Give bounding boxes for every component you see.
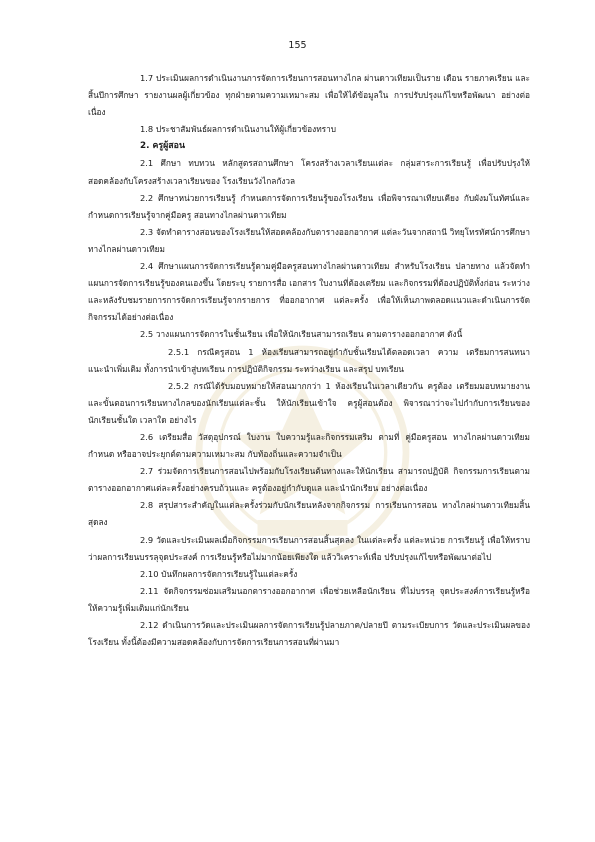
- document-body: [88, 70, 530, 651]
- paragraph-2-8: 2.8 สรุปสาระสำคัญในแต่ละครั้งร่วมกับนักเรียนหลังจากกิจกรรม การเรียนการสอน ทางไกลผ่านดาวเทียมสิ้นสุดลง: [88, 500, 530, 528]
- paragraph-2-9: 2.9 วัดและประเมินผลเมื่อกิจกรรมการเรียนการสอนสิ้นสุดลง ในแต่ละครั้ง แต่ละหน่วย การเรียนรู้ เพื่อให้ทราบว่าผลการเรียนบรรลุจุดประสงค์ การเรียนรู้หรือไม่มากน้อยเพียงใด แล้ววิเคราะห์เพื่อ ปรับปรุงแก้ไขหรือพัฒนาต่อไป: [88, 534, 530, 562]
- paragraph-2-7: 2.7 ร่วมจัดการเรียนการสอนไปพร้อมกับโรงเรียนต้นทางและให้นักเรียน สามารถปฏิบัติ กิจกรรมการเรียนตามตารางออกอากาศแต่ละครั้งอย่างครบถ้วนและ ครูต้องอยู่กำกับดูแล และนำนักเรียน อย่างต่อเนื่อง: [88, 466, 530, 494]
- paragraph-2-12: 2.12 ดำเนินการวัดและประเมินผลการจัดการเรียนรู้ปลายภาค/ปลายปี ตามระเบียบการ วัดและประเมินผลของโรงเรียน ทั้งนี้ต้องมีความสอดคล้องกับการจัดการเรียนการสอนที่ผ่านมา: [88, 620, 530, 648]
- page-number: 155: [288, 40, 307, 51]
- paragraph-2-5: 2.5 วางแผนการจัดการในชั้นเรียน เพื่อให้นักเรียนสามารถเรียน ตามตารางออกอากาศ ดังนี้: [140, 329, 463, 340]
- paragraph-2-3: 2.3 จัดทำตารางสอนของโรงเรียนให้สอดคล้องกับตารางออกอากาศ แต่ละวันจากสถานี วิทยุโทรทัศน์การศึกษาทางไกลผ่านดาวเทียม: [88, 226, 530, 254]
- paragraph-1-8: 1.8 ประชาสัมพันธ์ผลการดำเนินงานให้ผู้เกี่ยวข้องทราบ: [140, 124, 337, 135]
- paragraph-2-4: 2.4 ศึกษาแผนการจัดการเรียนรู้ตามคู่มือครูสอนทางไกลผ่านดาวเทียม สำหรับโรงเรียน ปลายทาง แล้วจัดทำแผนการจัดการเรียนรู้ของตนเองขึ้น โดยระบุ รายการสื่อ เอกสาร ใบงานที่ต้องเตรียม และกิจกรรมที่ต้องปฏิบัติทั้งก่อน ระหว่าง และหลังรับชมรายการการจัดการเรียนรู้จากรายการ ที่ออกอากาศ แต่ละครั้ง เพื่อให้เห็นภาพตลอดแนวและดำเนินการจัดกิจกรรมได้อย่างต่อเนื่อง: [88, 261, 530, 323]
- paragraph-2-5-2: 2.5.2 กรณีได้รับมอบหมายให้สอนมากกว่า 1 ห้องเรียนในเวลาเดียวกัน ครูต้อง เตรียมมอบหมายงานและขั้นตอนการเรียนทางไกลของนักเรียนแต่ละชั้น ให้นักเรียนเข้าใจ ครูผู้สอนต้อง พิจารณาว่าจะไปกำกับการเรียนของนักเรียนชั้นใด เวลาใด อย่างไร: [88, 380, 530, 425]
- paragraph-2-6: 2.6 เตรียมสื่อ วัสดุอุปกรณ์ ใบงาน ใบความรู้และกิจกรรมเสริม ตามที่ คู่มือครูสอน ทางไกลผ่านดาวเทียมกำหนด หรืออาจประยุกต์ตามความเหมาะสม กับท้องถิ่นและความจำเป็น: [88, 431, 530, 460]
- section-heading-teacher: 2. ครูผู้สอน: [140, 141, 185, 152]
- paragraph-2-5-1: 2.5.1 กรณีครูสอน 1 ห้องเรียนสามารถอยู่กำกับชั้นเรียนได้ตลอดเวลา ความ เตรียมการสนทนา แนะนำเพิ่มเติม ทั้งการนำเข้าสู่บทเรียน การปฏิบัติกิจกรรม ระหว่างเรียน และสรุป บทเรียน: [88, 346, 530, 374]
- paragraph-2-11: 2.11 จัดกิจกรรมซ่อมเสริมนอกตารางออกอากาศ เพื่อช่วยเหลือนักเรียน ที่ไม่บรรลุ จุดประสงค์การเรียนรู้หรือให้ความรู้เพิ่มเติมแก่นักเรียน: [88, 585, 530, 613]
- paragraph-2-2: 2.2 ศึกษาหน่วยการเรียนรู้ กำหนดการจัดการเรียนรู้ของโรงเรียน เพื่อพิจารณาเทียบเคียง กับผังมโนทัศน์และกำหนดการเรียนรู้จากคู่มือครู สอนทางไกลผ่านดาวเทียม: [88, 192, 530, 220]
- paragraph-2-1: 2.1 ศึกษา ทบทวน หลักสูตรสถานศึกษา โครงสร้างเวลาเรียนแต่ละ กลุ่มสาระการเรียนรู้ เพื่อปรับปรุงให้สอดคล้องกับโครงสร้างเวลาเรียนของ โรงเรียนวังไกลกังวล: [88, 158, 530, 186]
- paragraph-1-7: 1.7 ประเมินผลการดำเนินงานการจัดการเรียนการสอนทางไกล ผ่านดาวเทียมเป็นราย เดือน รายภาคเรียน และสิ้นปีการศึกษา รายงานผลผู้เกี่ยวข้อง ทุกฝ่ายตามความเหมาะสม เพื่อให้ได้ข้อมูลใน การปรับปรุงแก้ไขหรือพัฒนา อย่างต่อเนื่อง: [88, 73, 530, 118]
- paragraph-2-10: 2.10 บันทึกผลการจัดการเรียนรู้ในแต่ละครั้ง: [140, 568, 298, 579]
